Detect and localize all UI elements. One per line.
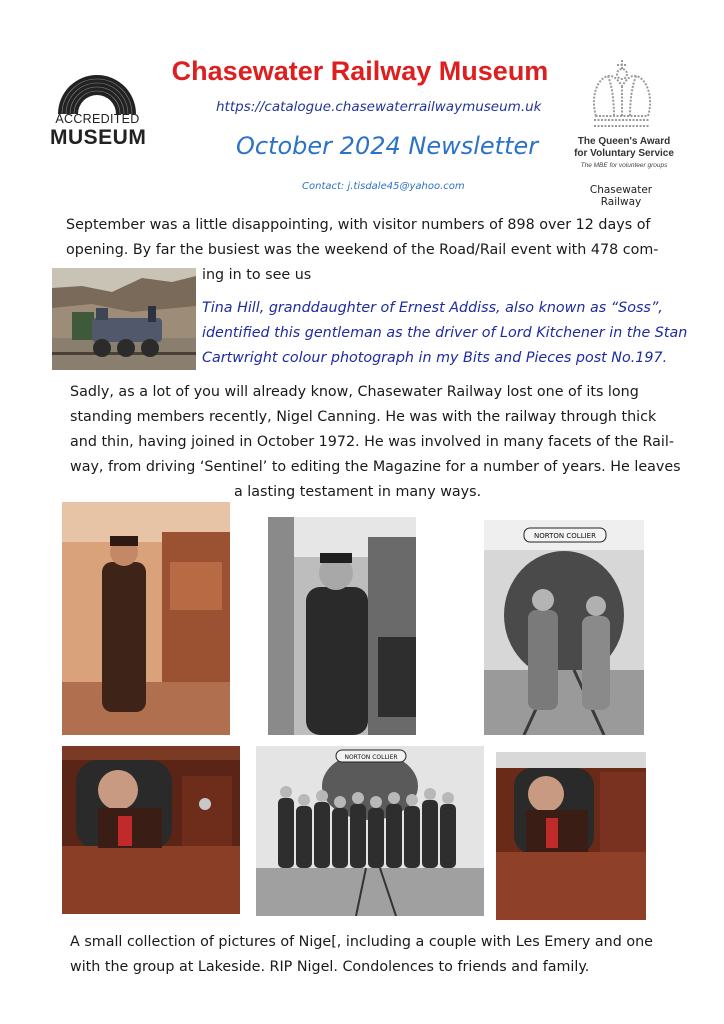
contact-email[interactable]: Contact: j.tisdale45@yahoo.com xyxy=(302,181,465,192)
photo-bw-nigel xyxy=(268,517,416,735)
highlight-line-3: Cartwright colour photograph in my Bits and Pieces post No.197. xyxy=(202,350,668,366)
intro-line-1: September was a little disappointing, with visitor numbers of 898 over 12 days of xyxy=(66,217,651,233)
intro-line-3: ing in to see us xyxy=(202,267,312,283)
locomotive-photo xyxy=(52,268,196,370)
logo-text-accredited: ACCREDITED xyxy=(55,112,140,126)
award-subtitle: The MBE for volunteer groups xyxy=(580,162,668,169)
accredited-museum-logo xyxy=(50,66,145,156)
page-title: Chasewater Railway Museum xyxy=(171,56,549,86)
photo-sepia-driver xyxy=(62,502,230,735)
photo-cab-window-2 xyxy=(496,752,646,920)
crown-icon xyxy=(586,56,658,132)
tribute-line-1: Sadly, as a lot of you will already know, Chasewater Railway lost one of its long xyxy=(70,384,639,400)
photo-norton-collier-pair xyxy=(484,520,644,735)
tribute-line-5: a lasting testament in many ways. xyxy=(234,484,482,500)
queens-award-logo xyxy=(572,56,676,196)
intro-line-2: opening. By far the busiest was the weekend of the Road/Rail event with 478 com- xyxy=(66,242,659,258)
nameplate-norton-collier-1: NORTON COLLIER xyxy=(534,532,596,540)
highlight-line-1: Tina Hill, granddaughter of Ernest Addiss, also known as “Soss”, xyxy=(202,300,663,316)
photo-cab-window-1 xyxy=(62,746,240,914)
closing-line-2: with the group at Lakeside. RIP Nigel. Condolences to friends and family. xyxy=(70,959,590,975)
closing-line-1: A small collection of pictures of Nige[, including a couple with Les Emery and one xyxy=(70,934,653,950)
nameplate-norton-collier-2: NORTON COLLIER xyxy=(344,754,398,761)
catalogue-link[interactable]: https://catalogue.chasewaterrailwaymuseum.uk xyxy=(216,99,542,115)
vinyl-arc-icon xyxy=(54,66,140,116)
newsletter-heading: October 2024 Newsletter xyxy=(236,132,539,160)
highlight-line-2: identified this gentleman as the driver of Lord Kitchener in the Stan xyxy=(202,325,688,341)
award-caption: Chasewater Railway xyxy=(589,184,653,208)
tribute-line-3: and thin, having joined in October 1972. He was involved in many facets of the Rail- xyxy=(70,434,674,450)
tribute-line-2: standing members recently, Nigel Canning. He was with the railway through thick xyxy=(70,409,657,425)
award-title: The Queen's Award for Voluntary Service xyxy=(574,136,674,159)
logo-text-museum: MUSEUM xyxy=(50,126,147,149)
photo-lakeside-group xyxy=(256,746,484,916)
tribute-line-4: way, from driving ‘Sentinel’ to editing the Magazine for a number of years. He leaves xyxy=(70,459,681,475)
